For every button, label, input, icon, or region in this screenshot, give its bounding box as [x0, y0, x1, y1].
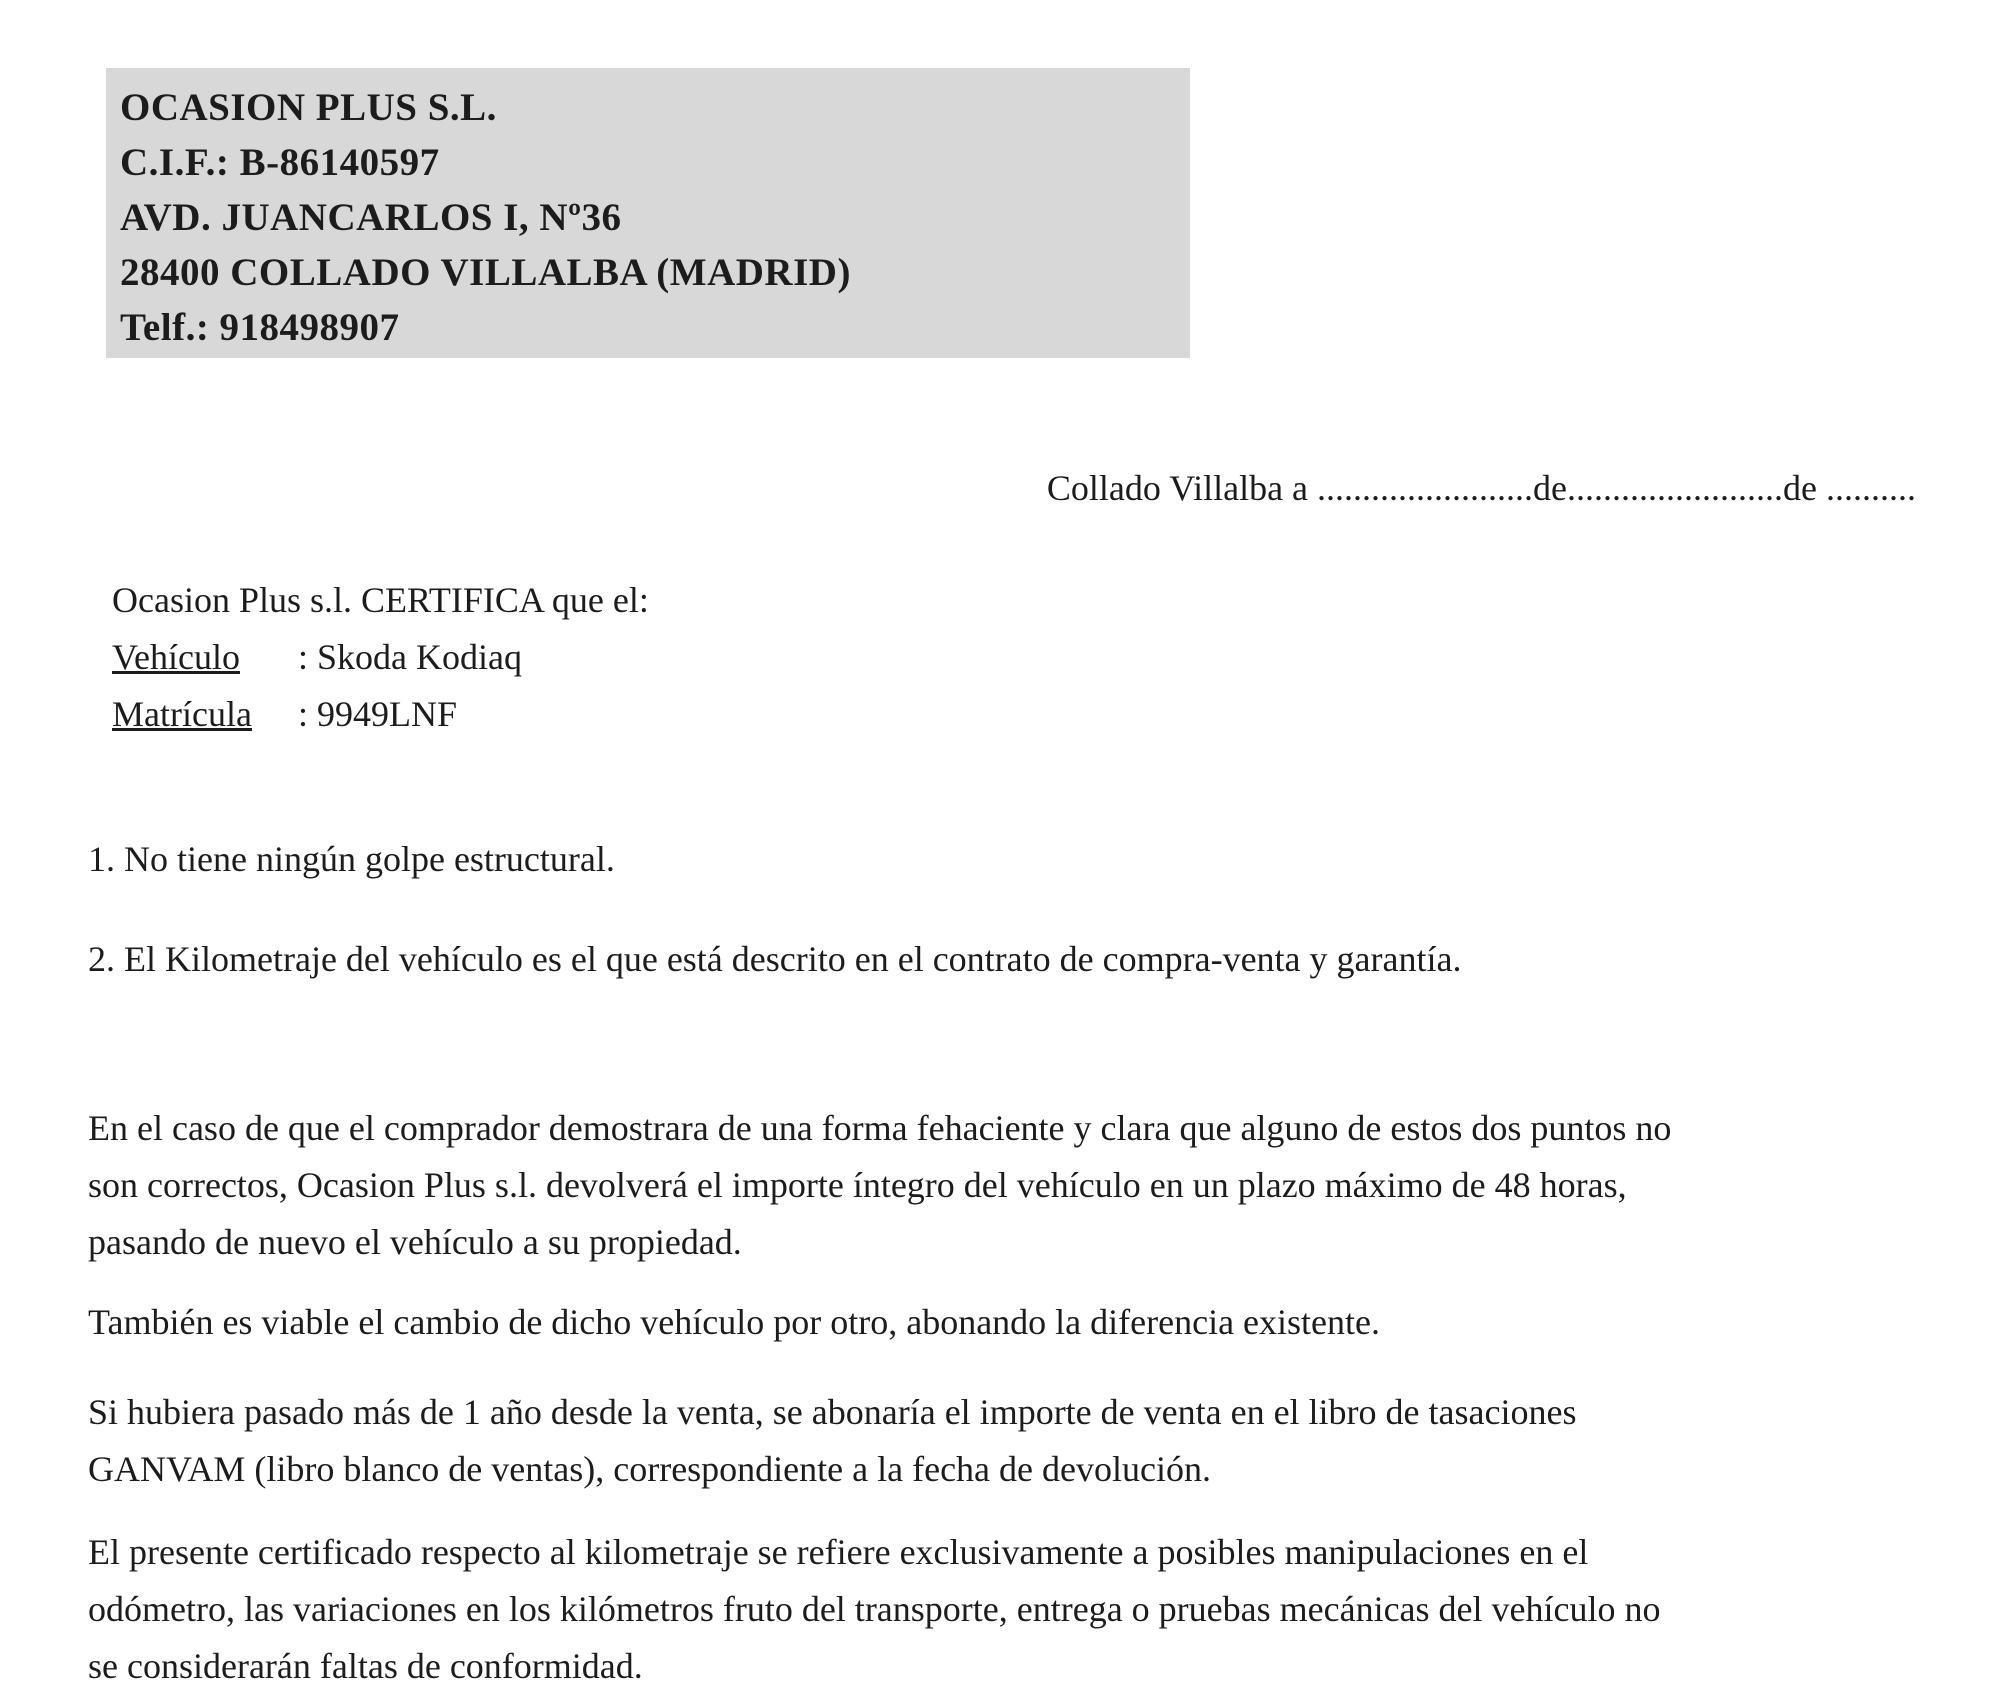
point-mileage: 2. El Kilometraje del vehículo es el que está descrito en el contrato de compra-venta y garantía.	[88, 939, 1462, 979]
paragraph-refund-line: son correctos, Ocasion Plus s.l. devolverá el importe íntegro del vehículo en un plazo máximo de 48 horas,	[88, 1165, 1627, 1205]
vehicle-value: Skoda Kodiaq	[317, 637, 522, 677]
company-city: 28400 COLLADO VILLALBA (MADRID)	[120, 251, 851, 294]
certify-intro: Ocasion Plus s.l. CERTIFICA que el:	[112, 580, 649, 620]
paragraph-refund-line: En el caso de que el comprador demostrara de una forma fehaciente y clara que alguno de estos dos puntos no	[88, 1108, 1672, 1148]
plate-label-wrap	[112, 686, 298, 743]
paragraph-odometer-line: odómetro, las variaciones en los kilómetros fruto del transporte, entrega o pruebas mecánicas del vehículo no	[88, 1589, 1661, 1629]
paragraph-odometer-line: se considerarán faltas de conformidad.	[88, 1646, 643, 1686]
paragraph-ganvam-line: Si hubiera pasado más de 1 año desde la venta, se abonaría el importe de venta en el libro de tasaciones	[88, 1392, 1577, 1432]
company-name: OCASION PLUS S.L.	[120, 86, 497, 129]
point-no-structural-damage: 1. No tiene ningún golpe estructural.	[88, 839, 615, 879]
plate-value: 9949LNF	[317, 694, 458, 734]
company-header-box	[106, 68, 1190, 358]
paragraph-exchange	[88, 1294, 1380, 1351]
company-cif: C.I.F.: B-86140597	[120, 141, 440, 184]
plate-field	[112, 686, 649, 743]
company-phone: Telf.: 918498907	[120, 306, 400, 349]
paragraph-odometer	[88, 1524, 1661, 1695]
paragraph-refund-line: pasando de nuevo el vehículo a su propiedad.	[88, 1222, 742, 1262]
company-address: AVD. JUANCARLOS I, Nº36	[120, 196, 622, 239]
paragraph-ganvam-line: GANVAM (libro blanco de ventas), correspondiente a la fecha de devolución.	[88, 1449, 1211, 1489]
vehicle-separator: :	[298, 637, 318, 677]
vehicle-label: Vehículo	[112, 637, 240, 677]
plate-separator: :	[298, 694, 318, 734]
paragraph-odometer-line: El presente certificado respecto al kilometraje se refiere exclusivamente a posibles manipulaciones en el	[88, 1532, 1589, 1572]
vehicle-label-wrap	[112, 629, 298, 686]
paragraph-exchange-line: También es viable el cambio de dicho vehículo por otro, abonando la diferencia existente.	[88, 1302, 1381, 1342]
plate-label: Matrícula	[112, 694, 252, 734]
certification-block	[112, 572, 649, 743]
date-line: Collado Villalba a ........................de........................de ..........	[1046, 468, 1916, 508]
paragraph-ganvam	[88, 1384, 1576, 1498]
vehicle-field	[112, 629, 649, 686]
paragraph-refund	[88, 1100, 1671, 1271]
